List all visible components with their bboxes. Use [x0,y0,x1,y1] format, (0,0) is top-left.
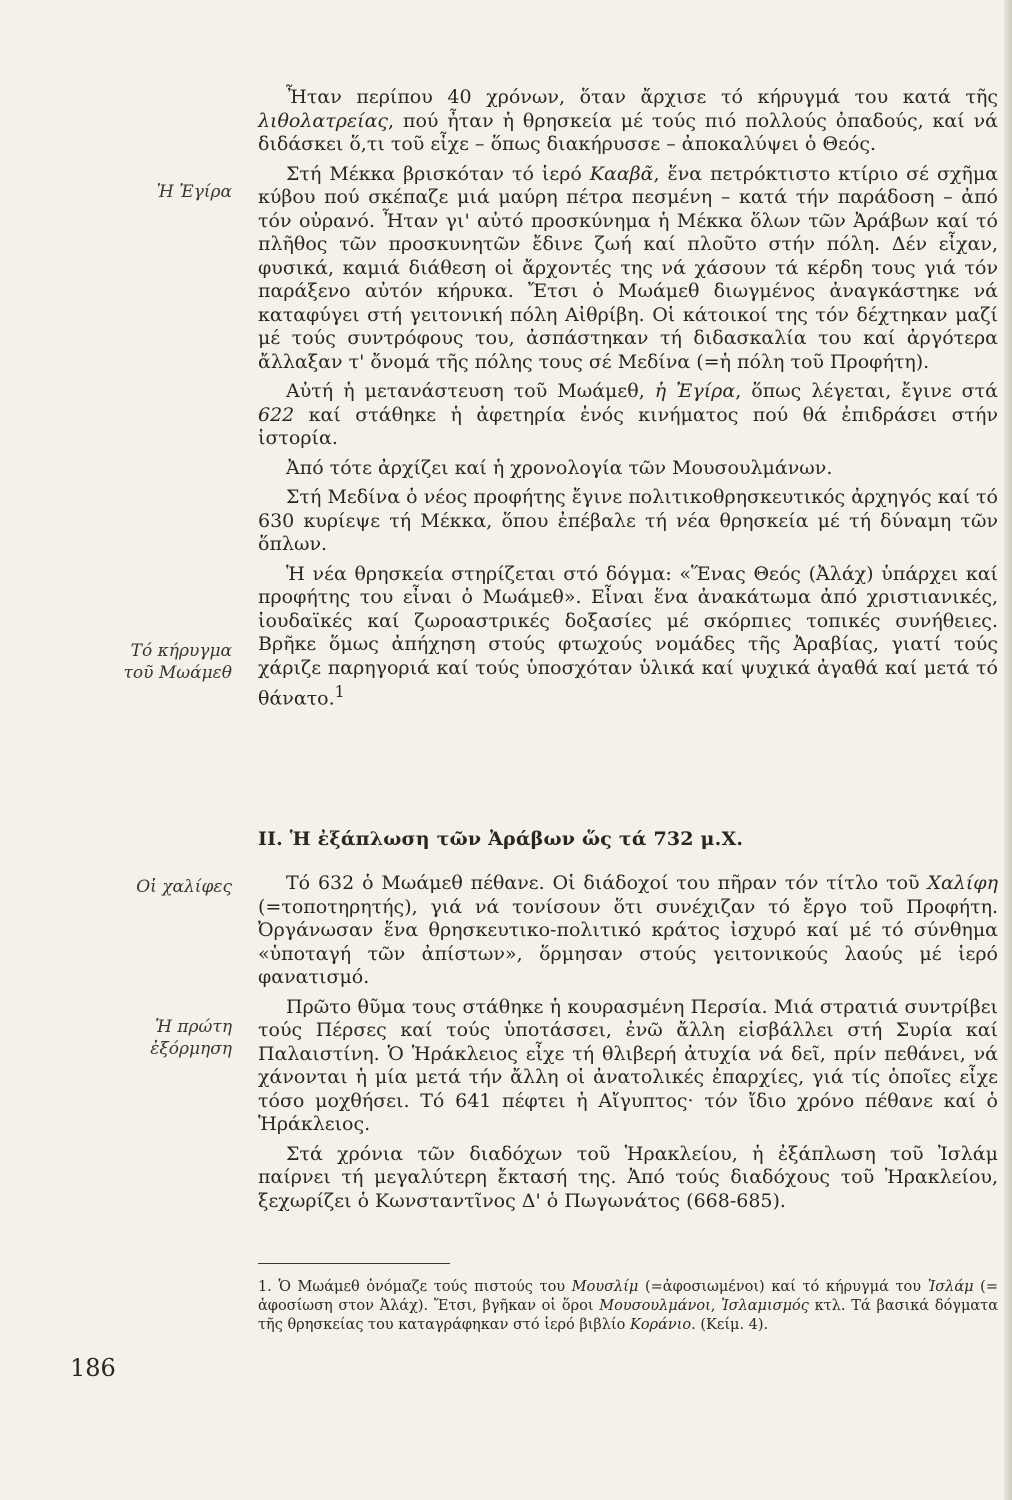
paragraph-8: Πρῶτο θῦμα τους στάθηκε ἡ κουρασμένη Περσία. Μιά στρατιά συντρίβει τούς Πέρσες καί τούς ὑποτάσσει, ἐνῶ ἄλλη εἰσβάλλει στή Συρία καί Παλαιστίνη. Ὁ Ἡράκλειος εἶχε τή θλιβερή ἀτυχία νά δεῖ, πρίν πεθάνει, νά χάνονται ἡ μία μετά τήν ἄλλη οἱ ἀνατολικές ἐπαρχίες, γιά τίς ὁποῖες εἶχε τόσο μοχθήσει. Τό 641 πέφτει ἡ Αἴγυπτος· τόν ἴδιο χρόνο πέθανε καί ὁ Ἡράκλειος. [258,995,998,1135]
paragraph-2: Στή Μέκκα βρισκόταν τό ἱερό Κααβᾶ, ἕνα πετρόκτιστο κτίριο σέ σχῆμα κύβου πού σκέπαζε μιά μαύρη πέτρα πεσμένη – κατά τήν παράδοση – ἀπό τόν οὐρανό. Ἦταν γι' αὐτό προσκύνημα ἡ Μέκκα ὅλων τῶν Ἀράβων καί τό πλῆθος τῶν προσκυνητῶν ἔδινε ζωή καί πλοῦτο στήν πόλη. Δέν εἶχαν, φυσικά, καμιά διάθεση οἱ ἄρχοντές της νά χάσουν τά κέρδη τους γιά τόν παράξενο αὐτόν κήρυκα. Ἔτσι ὁ Μωάμεθ διωγμένος ἀναγκάστηκε νά καταφύγει στή γειτονική πόλη Αἰθρίβη. Οἱ κάτοικοί της τόν δέχτηκαν μαζί μέ τούς συντρόφους του, ἀσπάστηκαν τή διδασκαλία του καί ἀργότερα ἄλλαξαν τ' ὄνομά τῆς πόλης τους σέ Μεδίνα (=ἡ πόλη τοῦ Προφήτη). [258,162,998,373]
paragraph-7: Τό 632 ὁ Μωάμεθ πέθανε. Οἱ διάδοχοί του πῆραν τόν τίτλο τοῦ Χαλίφη (=τοποτηρητής), γιά νά τονίσουν ὅτι συνέχιζαν τό ἔργο τοῦ Προφήτη. Ὀργάνωσαν ἕνα θρησκευτικο-πολιτικό κράτος ἰσχυρό καί μέ τό σύνθημα «ὑποταγή τῶν ἀπίστων», ὅρμησαν στούς γειτονικούς λαούς μέ ἱερό φανατισμό. [258,872,998,988]
paragraph-4: Ἀπό τότε ἀρχίζει καί ἡ χρονολογία τῶν Μουσουλμάνων. [286,456,833,479]
margin-note-caliphs: Οἱ χαλίφες [136,877,232,897]
paragraph-5: Στή Μεδίνα ὁ νέος προφήτης ἔγινε πολιτικοθρησκευτικός ἀρχηγός καί τό 630 κυρίεψε τή Μέκκα, ὅπου ἐπέβαλε τή νέα θρησκεία μέ τή δύναμη τῶν ὅπλων. [258,486,998,555]
paragraph-6: Ἡ νέα θρησκεία στηρίζεται στό δόγμα: «Ἕνας Θεός (Ἀλάχ) ὑπάρχει καί προφήτης του εἶναι ὁ Μωάμεθ». Εἶναι ἕνα ἀνακάτωμα ἀπό χριστιανικές, ἰουδαϊκές καί ζωροαστρικές δοξασίες μέ σκόρπιες τοπικές συνήθειες. Βρῆκε ὅμως ἀπήχηση στούς φτωχούς νομάδες τῆς Ἀραβίας, γιατί τούς χάριζε παρηγοριά καί τούς ὑποσχόταν ὑλικά καί ψυχικά ἀγαθά καί μετά τό θάνατο.$^1$ [258,562,998,710]
paragraph-1: Ἦταν περίπου 40 χρόνων, ὅταν ἄρχισε τό κήρυγμά του κατά τῆς λιθολατρείας, πού ἦταν ἡ θρησκεία μέ τούς πιό πολλούς ὀπαδούς, καί νά διδάσκει ὅ,τι τοῦ εἶχε – ὅπως διακήρυσσε – ἀποκαλύψει ὁ Θεός. [258,86,998,155]
footnote-rule [258,1263,450,1264]
paragraph-3: Αὐτή ἡ μετανάστευση τοῦ Μωάμεθ, ἡ Ἐγίρα, ὅπως λέγεται, ἔγινε στά 622 καί στάθηκε ἡ ἀφετηρία ἑνός κινήματος πού θά ἐπιδράσει στήν ἱστορία. [258,380,998,449]
main-text-lower [258,872,998,1219]
margin-note-hegira: Ἡ Ἐγίρα [156,182,232,202]
margin-note-first-attack: Ἡ πρώτη ἐξόρμηση [150,1017,232,1059]
margin-note-kerygma: Τό κήρυγμα τοῦ Μωάμεθ [123,641,232,683]
paragraph-9: Στά χρόνια τῶν διαδόχων τοῦ Ἡρακλείου, ἡ ἐξάπλωση τοῦ Ἰσλάμ παίρνει τή μεγαλύτερη ἔκτασή της. Ἀπό τούς διαδόχους τοῦ Ἡρακλείου, ξεχωρίζει ὁ Κωνσταντῖνος Δ' ὁ Πωγωνάτος (668-685). [258,1142,998,1212]
page-edge [1004,0,1012,1500]
section-heading: II. Ἡ ἐξάπλωση τῶν Ἀράβων ὥς τά 732 μ.Χ. [258,828,744,850]
footnote-ref: 1 [334,682,345,701]
footnote: 1. Ὁ Μωάμεθ ὀνόμαζε τούς πιστούς του Μουσλίμ (=ἀφοσιωμένοι) καί τό κήρυγμά του Ἰσλάμ (= ἀφοσίωση στον Ἀλάχ). Ἔτσι, βγῆκαν οἱ ὅροι Μουσουλμάνοι, Ἰσλαμισμός κτλ. Τά βασικά δόγματα τῆς θρησκείας του καταγράφηκαν στό ἱερό βιβλίο Κοράνιο. (Κείμ. 4). [258,1279,998,1333]
main-text-upper [258,86,998,717]
page-number: 186 [70,1354,116,1382]
